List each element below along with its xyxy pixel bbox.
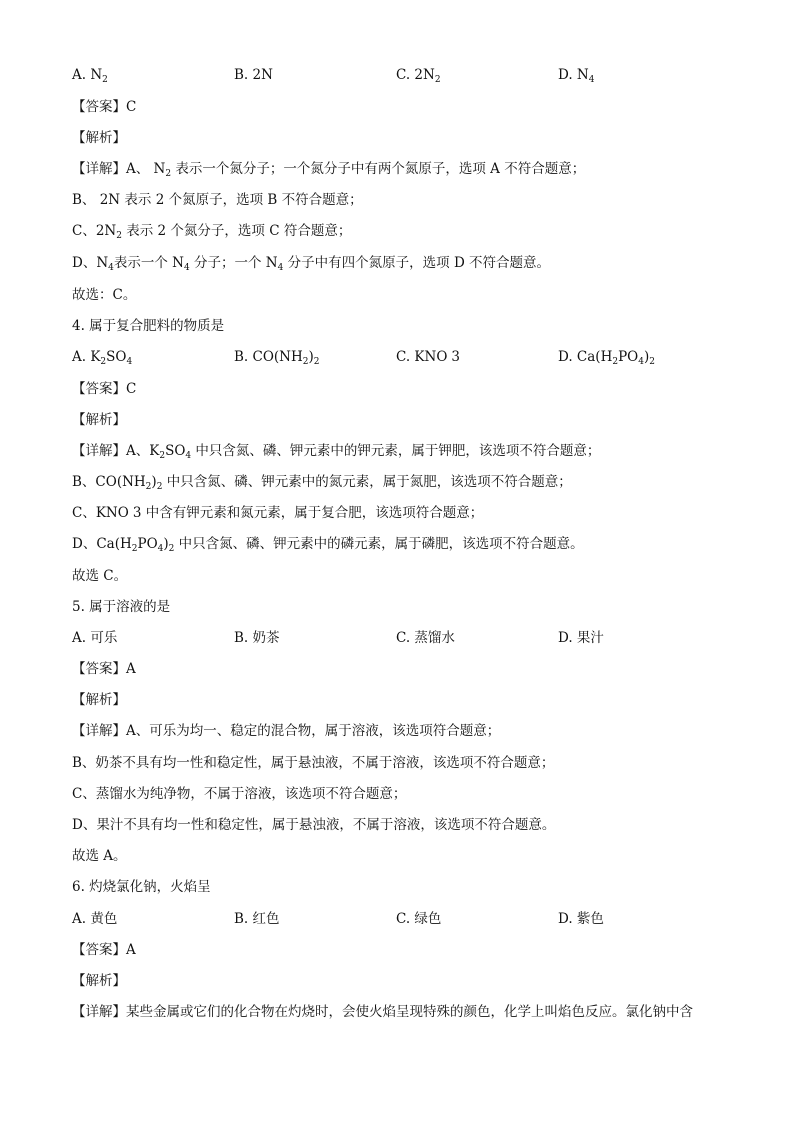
q6-option-d: D. 紫色 (558, 911, 604, 927)
q6-option-a: A. 黄色 (72, 911, 118, 927)
q3-option-a: A. $N_2$ (72, 67, 108, 85)
q5-option-b: B. 奶茶 (234, 630, 280, 646)
q3-analysis-label: 【解析】 (72, 130, 126, 146)
q5-answer: 【答案】A (72, 661, 136, 677)
q5-detail-d: D、果汁不具有均一性和稳定性，属于悬浊液，不属于溶液，该选项不符合题意。 (72, 817, 556, 833)
q4-analysis-label: 【解析】 (72, 412, 126, 428)
q4-stem: 4. 属于复合肥料的物质是 (72, 318, 225, 334)
q4-option-c: C. KNO 3 (396, 349, 461, 365)
q4-detail-a: 【详解】A、$K_2SO_4$ 中只含氮、磷、钾元素中的钾元素，属于钾肥，该选项不符合题意； (72, 443, 601, 461)
q3-detail-c: C、$2N_2$ 表示 2 个氮分子，选项 C 符合题意； (72, 223, 352, 241)
q4-option-a: A. $K_2SO_4$ (72, 349, 133, 367)
q5-conclusion: 故选 A。 (72, 848, 127, 864)
q5-option-a: A. 可乐 (72, 630, 118, 646)
q4-option-d: D. $Ca(H_2PO_4)_2$ (558, 349, 655, 367)
q6-option-c: C. 绿色 (396, 911, 442, 927)
q6-option-b: B. 红色 (234, 911, 280, 927)
q3-detail-b: B、 2N 表示 2 个氮原子，选项 B 不符合题意； (72, 192, 363, 208)
q4-detail-c: C、KNO 3 中含有钾元素和氮元素，属于复合肥，该选项符合题意； (72, 505, 484, 521)
q3-answer: 【答案】C (72, 99, 137, 115)
q5-analysis-label: 【解析】 (72, 692, 126, 708)
q5-option-c: C. 蒸馏水 (396, 630, 455, 646)
q4-answer: 【答案】C (72, 381, 137, 397)
q5-option-d: D. 果汁 (558, 630, 604, 646)
q4-detail-d: D、$Ca(H_2PO_4)_2$ 中只含氮、磷、钾元素中的磷元素，属于磷肥，该选项不符合题意。 (72, 536, 584, 554)
q3-detail-d: D、$N_4$表示一个 $N_4$ 分子；一个 $N_4$ 分子中有四个氮原子，选项 D 不符合题意。 (72, 255, 551, 273)
q3-option-b: B. 2N (234, 67, 273, 83)
q3-conclusion: 故选：C。 (72, 287, 137, 303)
q6-analysis-label: 【解析】 (72, 973, 126, 989)
q3-option-d: D. $N_4$ (558, 67, 595, 85)
q4-detail-b: B、$CO(NH_2)_2$ 中只含氮、磷、钾元素中的氮元素，属于氮肥，该选项不符合题意； (72, 474, 572, 492)
q5-detail-c: C、蒸馏水为纯净物，不属于溶液，该选项不符合题意； (72, 786, 407, 802)
q4-conclusion: 故选 C。 (72, 568, 128, 584)
q3-detail-a: 【详解】A、 $N_2$ 表示一个氮分子；一个氮分子中有两个氮原子，选项 A 不符合题意； (72, 161, 586, 179)
q6-detail: 【详解】某些金属或它们的化合物在灼烧时，会使火焰呈现特殊的颜色，化学上叫焰色反应。氯化钠中含 (72, 1004, 693, 1020)
q3-option-c: C. $2N_2$ (396, 67, 441, 85)
q5-detail-a: 【详解】A、可乐为均一、稳定的混合物，属于溶液，该选项符合题意； (72, 723, 501, 739)
q6-answer: 【答案】A (72, 942, 136, 958)
q5-stem: 5. 属于溶液的是 (72, 599, 171, 615)
q4-option-b: B. $CO(NH_2)_2$ (234, 349, 320, 367)
q5-detail-b: B、奶茶不具有均一性和稳定性，属于悬浊液，不属于溶液，该选项不符合题意； (72, 755, 555, 771)
q6-stem: 6. 灼烧氯化钠，火焰呈 (72, 879, 211, 895)
